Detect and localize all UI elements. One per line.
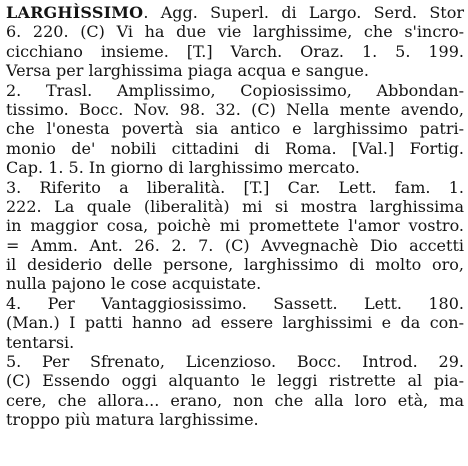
entry-line-15: 4. Per Vantaggiosissimo. Sassett. Lett. 180. xyxy=(6,293,464,313)
entry-line-13: il desiderio delle persone, larghissimo di molto oro, xyxy=(6,255,464,275)
entry-line-21: troppo più matura larghissime. xyxy=(6,410,259,430)
headword: LARGHÌSSIMO xyxy=(6,3,144,22)
entry-line-3: Versa per larghissima piaga acqua e sangue. xyxy=(6,61,369,81)
entry-line-10: 222. La quale (liberalità) mi si mostra larghissima xyxy=(6,196,464,216)
entry-line-6: che l'onesta povertà sia antico e larghissimo patri- xyxy=(6,119,464,139)
entry-line-7: monio de' nobili cittadini di Roma. [Val.] Fortig. xyxy=(6,138,464,158)
entry-line-12: = Amm. Ant. 26. 2. 7. (C) Avvegnachè Dio accetti xyxy=(6,235,464,255)
entry-line-20: cere, che allora... erano, non che alla loro età, ma xyxy=(6,390,464,410)
entry-line-9: 3. Riferito a liberalità. [T.] Car. Lett. fam. 1. xyxy=(6,177,464,197)
entry-line-0 xyxy=(6,3,464,22)
entry-line-11: in maggior cosa, poichè mi promettete l'amor vostro. xyxy=(6,216,464,236)
entry-line-text-0: . Agg. Superl. di Largo. Serd. Stor xyxy=(143,3,464,22)
entry-line-4: 2. Trasl. Amplissimo, Copiosissimo, Abbondan- xyxy=(6,80,464,100)
entry-line-1: 6. 220. (C) Vi ha due vie larghissime, che s'incro- xyxy=(6,22,464,42)
entry-line-18: 5. Per Sfrenato, Licenzioso. Bocc. Introd. 29. xyxy=(6,352,464,372)
entry-line-19: (C) Essendo oggi alquanto le leggi ristrette al pia- xyxy=(6,371,464,391)
entry-line-5: tissimo. Bocc. Nov. 98. 32. (C) Nella mente avendo, xyxy=(6,99,464,119)
entry-line-2: cicchiano insieme. [T.] Varch. Oraz. 1. 5. 199. xyxy=(6,41,464,61)
entry-line-16: (Man.) I patti hanno ad essere larghissimi e da con- xyxy=(6,313,464,333)
dictionary-entry xyxy=(6,3,464,430)
entry-line-8: Cap. 1. 5. In giorno di larghissimo mercato. xyxy=(6,158,360,178)
entry-line-14: nulla pajono le cose acquistate. xyxy=(6,274,262,294)
entry-line-17: tentarsi. xyxy=(6,332,75,352)
